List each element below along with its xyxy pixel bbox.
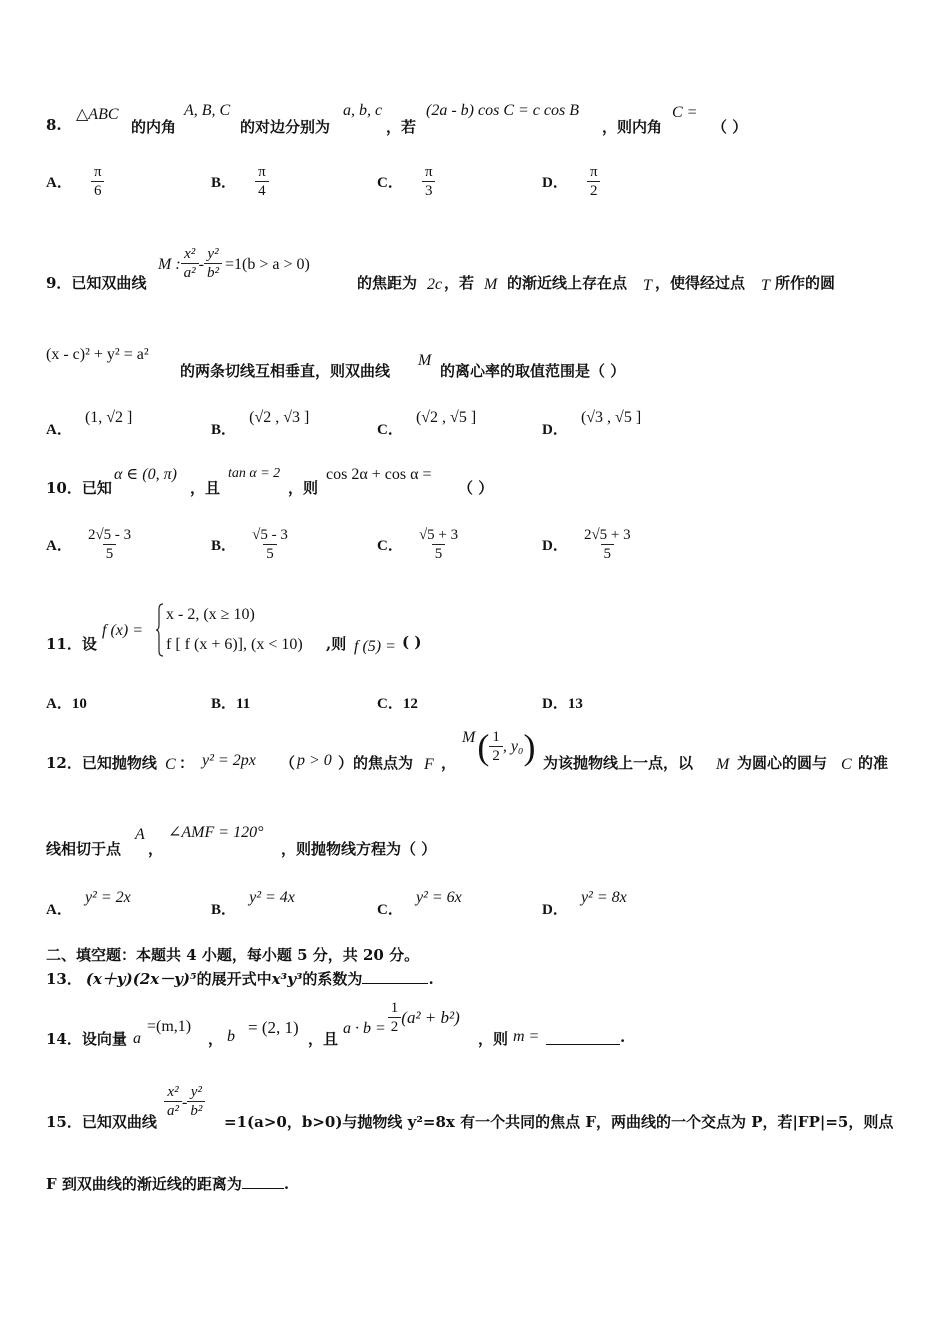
q12-c2: C	[841, 756, 852, 773]
option-value: y² = 4x	[249, 889, 295, 906]
option-value: (√3 , √5 ]	[580, 409, 642, 426]
q10-paren: （ ）	[458, 479, 494, 497]
q12-c: C	[165, 756, 176, 773]
q12-p: p > 0	[297, 752, 332, 769]
q14-a: a	[133, 1030, 141, 1047]
q9-2c: 2c	[427, 276, 443, 293]
q10-option-a[interactable]	[46, 527, 134, 564]
q8-text3: ，若	[386, 118, 417, 136]
q14-intro: 14．设向量	[46, 1030, 127, 1048]
q14-text3: ，则	[478, 1030, 509, 1048]
q8-option-b[interactable]	[211, 164, 269, 201]
q10-math3: cos 2α + cos α =	[326, 466, 432, 483]
q15-intro: 15．已知双曲线	[46, 1113, 157, 1131]
option-label: A．	[46, 422, 72, 438]
q14-m: m =	[513, 1028, 540, 1045]
q11-option-c[interactable]	[377, 692, 418, 713]
option-label: D．	[542, 538, 568, 554]
q8-text1: 的内角	[131, 118, 177, 136]
option-label: A．	[46, 538, 72, 554]
q10-option-b[interactable]	[211, 527, 291, 564]
q9-text1: 的焦距为	[357, 274, 418, 292]
option-fraction: $\frac{2√5 + 3}{5}$	[583, 527, 631, 562]
q8-math4: C =	[672, 104, 698, 121]
q12-option-b[interactable]	[211, 886, 295, 918]
q9-text6: 的两条切线互相垂直，则双曲线	[180, 362, 391, 380]
q12-text6: 为圆心的圆与	[737, 754, 828, 772]
q11-option-b[interactable]	[211, 692, 250, 713]
q9-circle-equation: (x - c)² + y² = a²	[46, 346, 149, 363]
q9-text4: ，使得经过点	[655, 274, 746, 292]
q15-answer-blank[interactable]	[242, 1188, 284, 1189]
q12-text9: ，	[148, 840, 164, 858]
option-value: y² = 6x	[415, 889, 462, 906]
q14-answer-blank[interactable]	[546, 1028, 620, 1045]
q13-answer-blank[interactable]	[362, 983, 428, 984]
q14-b: b	[227, 1028, 235, 1045]
q9-text3: 的渐近线上存在点	[507, 274, 628, 292]
piecewise-brace-icon	[156, 603, 164, 657]
option-label: B．	[211, 422, 237, 438]
q11-case1: x - 2, (x ≥ 10)	[166, 606, 255, 623]
option-label: B．	[211, 538, 237, 554]
q8-text4: ，则内角	[602, 118, 663, 136]
option-fraction: $\frac{√5 + 3}{5}$	[418, 527, 459, 562]
option-label: B．	[211, 696, 237, 712]
q12-text1: ：	[179, 754, 195, 772]
q12-a: A	[135, 826, 145, 843]
q9-text2: ，若	[444, 274, 475, 292]
option-value: (√2 , √5 ]	[415, 409, 477, 426]
option-fraction: $\frac{√5 - 3}{5}$	[252, 527, 288, 562]
q12-text4: ，	[441, 754, 457, 772]
q14-condition: a · b = $\frac{1}{2}$ (a² + b²)	[343, 999, 460, 1037]
q12-text2: （	[280, 754, 296, 772]
option-label: B．	[211, 175, 237, 191]
option-value: 11	[236, 696, 251, 712]
option-label: D．	[542, 175, 568, 191]
option-label: A．	[46, 696, 72, 712]
q10-text2: ，则	[288, 479, 319, 497]
option-value: 13	[567, 696, 583, 712]
q14-b-value: = (2, 1)	[248, 1018, 299, 1037]
q10-option-c[interactable]	[377, 527, 461, 564]
option-value: 10	[71, 696, 87, 712]
option-label: C．	[377, 696, 403, 712]
q12-intro: 12．已知抛物线	[46, 754, 157, 772]
option-label: C．	[377, 175, 403, 191]
option-fraction: $\frac{\pi}{4}$	[255, 164, 269, 201]
option-fraction: $\frac{\pi}{2}$	[587, 164, 601, 201]
option-label: B．	[211, 902, 237, 918]
q12-text5: 为该抛物线上一点，以	[543, 754, 694, 772]
q9-option-c[interactable]	[377, 406, 477, 438]
option-fraction: $\frac{\pi}{3}$	[422, 164, 436, 201]
q14-a-value: =(m,1)	[147, 1018, 192, 1035]
q8-text2: 的对边分别为	[240, 118, 331, 136]
q9-option-b[interactable]	[211, 406, 310, 438]
option-label: D．	[542, 422, 568, 438]
q8-triangle: △ABC	[76, 106, 119, 123]
q12-option-c[interactable]	[377, 886, 462, 918]
q8-option-a[interactable]	[46, 164, 105, 201]
q9-option-d[interactable]	[542, 406, 642, 438]
q10-intro: 10．已知	[46, 479, 112, 497]
q11-fx: f (x) =	[102, 622, 143, 639]
q10-option-d[interactable]	[542, 527, 634, 564]
option-label: A．	[46, 175, 72, 191]
q15-hyperbola-equation: $\frac{\text{x²}}{\text{a²}}$ - $\frac{\text{y²}}{\text{b²}}$	[164, 1084, 205, 1121]
q8-math2: a, b, c	[343, 102, 383, 119]
q12-text7: 的准	[858, 754, 889, 772]
option-value: (1, √2 ]	[84, 409, 133, 426]
q12-point-m: M ( $\frac{1}{2}$ , y₀ )	[462, 727, 536, 767]
q15-line2: F 到双曲线的渐近线的距离为 .	[46, 1175, 290, 1193]
option-value: 12	[402, 696, 418, 712]
option-value: (√2 , √3 ]	[249, 409, 310, 426]
q9-t2: T	[761, 277, 770, 294]
q12-equation: y² = 2px	[202, 752, 256, 769]
q11-option-d[interactable]	[542, 692, 583, 713]
q12-m2: M	[716, 756, 730, 773]
q11-text1: ,则	[326, 635, 347, 653]
q9-intro: 9．已知双曲线	[46, 274, 147, 292]
q8-math1: A, B, C	[184, 102, 231, 119]
q11-intro: 11．设	[46, 635, 97, 653]
q12-option-a[interactable]	[46, 886, 131, 918]
option-label: A．	[46, 902, 72, 918]
q9-t: T	[643, 277, 652, 294]
section-heading: 二、填空题：本题共 4 小题，每小题 5 分，共 20 分。	[46, 946, 420, 964]
option-fraction: $\frac{2√5 - 3}{5}$	[87, 527, 132, 562]
q14-text2: ，且	[308, 1030, 339, 1048]
q9-option-a[interactable]	[46, 406, 133, 438]
q9-m2: M	[418, 352, 432, 369]
q13-line: 13． (x＋y)(2x－y)⁵的展开式中x³y³的系数为 .	[46, 970, 434, 988]
q14-end: .	[620, 1028, 626, 1046]
q11-option-a[interactable]	[46, 692, 87, 713]
q9-text5: 所作的圆	[775, 274, 836, 292]
q12-text8: 线相切于点	[46, 840, 122, 858]
option-value: y² = 8x	[580, 889, 627, 906]
q12-option-d[interactable]	[542, 886, 627, 918]
option-label: C．	[377, 902, 403, 918]
q11-case2: f [ f (x + 6)], (x < 10)	[166, 636, 303, 653]
q12-f: F	[424, 756, 434, 773]
option-value: y² = 2x	[84, 889, 131, 906]
q8-math3: (2a - b) cos C = c cos B	[426, 102, 579, 119]
q8-number: 8.	[46, 116, 62, 134]
q15-text1: =1(a>0，b>0)与抛物线 y²=8x 有一个共同的焦点 F，两曲线的一个交点为 P，若|FP|=5，则点	[224, 1113, 894, 1131]
option-label: D．	[542, 902, 568, 918]
q12-angle: ∠AMF = 120°	[168, 824, 264, 841]
q9-m: M	[484, 276, 498, 293]
q14-text1: ，	[208, 1030, 224, 1048]
q8-paren: （ ）	[712, 118, 748, 136]
q11-f5: f (5) =	[354, 638, 396, 655]
option-label: D．	[542, 696, 568, 712]
q9-hyperbola-equation: M : $\frac{\text{x²}}{\text{a²}}$ - $\frac{\text{y²}}{\text{b²}}$ =1(b > a > 0)	[158, 246, 310, 281]
q12-text3: ）的焦点为	[338, 754, 414, 772]
option-label: C．	[377, 422, 403, 438]
option-fraction: $\frac{\pi}{6}$	[91, 164, 105, 201]
q11-paren: ( )	[402, 633, 422, 651]
q10-math2: tan α = 2	[228, 466, 281, 481]
q8-option-d[interactable]	[542, 164, 601, 201]
q10-text1: ，且	[190, 479, 221, 497]
option-label: C．	[377, 538, 403, 554]
q8-option-c[interactable]	[377, 164, 436, 201]
q10-math1: α ∈ (0, π)	[114, 466, 177, 483]
q9-text7: 的离心率的取值范围是（ ）	[440, 362, 626, 380]
q12-text10: ，则抛物线方程为（ ）	[281, 840, 437, 858]
